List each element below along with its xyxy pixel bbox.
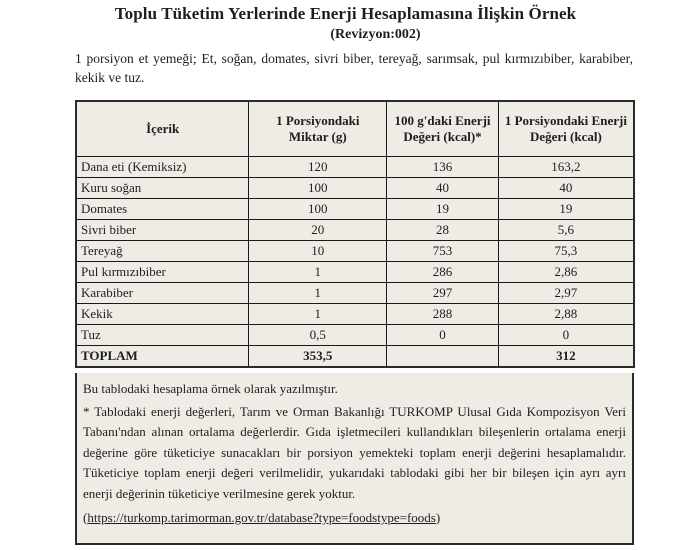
intro-paragraph: 1 porsiyon et yemeği; Et, soğan, domates, sivri biber, tereyağ, sarımsak, pul kırmızıbiber, karabiber, kekik ve tuz. (75, 51, 633, 85)
table-header-row (76, 101, 634, 157)
table-row (76, 262, 634, 283)
energy-per-portion: 40 (498, 178, 634, 199)
table-row (76, 304, 634, 325)
total-label: TOPLAM (76, 346, 249, 368)
table-row (76, 199, 634, 220)
table-row (76, 178, 634, 199)
ingredient-name: Kekik (76, 304, 249, 325)
energy-per-portion: 163,2 (498, 157, 634, 178)
portion-amount: 0,5 (249, 325, 387, 346)
energy-per-portion: 19 (498, 199, 634, 220)
energy-per-100g: 753 (387, 241, 499, 262)
total-amount: 353,5 (249, 346, 387, 368)
table-row (76, 325, 634, 346)
ingredient-name: Domates (76, 199, 249, 220)
portion-amount: 100 (249, 199, 387, 220)
portion-amount: 10 (249, 241, 387, 262)
header-100g-enerji: 100 g'daki Enerji Değeri (kcal)* (387, 101, 499, 157)
source-close-paren: ) (435, 510, 441, 525)
ingredient-name: Tereyağ (76, 241, 249, 262)
ingredient-name: Tuz (76, 325, 249, 346)
energy-per-portion: 5,6 (498, 220, 634, 241)
table-row (76, 241, 634, 262)
energy-per-portion: 0 (498, 325, 634, 346)
revision-label: (Revizyon:002) (330, 27, 421, 42)
notes-box (75, 373, 634, 545)
ingredient-name: Sivri biber (76, 220, 249, 241)
example-note: Bu tablodaki hesaplama örnek olarak yazılmıştır. (83, 381, 338, 396)
energy-per-portion: 2,88 (498, 304, 634, 325)
total-energy-per-100g (387, 346, 499, 368)
header-icerik: İçerik (76, 101, 249, 157)
ingredient-name: Dana eti (Kemiksiz) (76, 157, 249, 178)
ingredient-name: Pul kırmızıbiber (76, 262, 249, 283)
portion-amount: 1 (249, 262, 387, 283)
energy-per-100g: 136 (387, 157, 499, 178)
ingredient-name: Kuru soğan (76, 178, 249, 199)
portion-amount: 1 (249, 304, 387, 325)
energy-per-100g: 288 (387, 304, 499, 325)
energy-per-100g: 40 (387, 178, 499, 199)
header-miktar: 1 Porsiyondaki Miktar (g) (249, 101, 387, 157)
source-line (83, 508, 626, 529)
ingredient-name: Karabiber (76, 283, 249, 304)
total-row (76, 346, 634, 368)
energy-table (75, 100, 635, 368)
table-row (76, 283, 634, 304)
energy-per-100g: 286 (387, 262, 499, 283)
document-title: Toplu Tüketim Yerlerinde Enerji Hesaplamasına İlişkin Örnek (114, 4, 577, 23)
portion-amount: 100 (249, 178, 387, 199)
source-link[interactable]: https://turkomp.tarimorman.gov.tr/database?type=foodstype=foods (87, 510, 436, 525)
energy-per-100g: 0 (387, 325, 499, 346)
source-open-paren: ( (83, 510, 88, 525)
energy-per-portion: 2,97 (498, 283, 634, 304)
header-porsiyon-enerji: 1 Porsiyondaki Enerji Değeri (kcal) (498, 101, 634, 157)
table-row (76, 220, 634, 241)
table-row (76, 157, 634, 178)
footnote: * Tablodaki enerji değerleri, Tarım ve Orman Bakanlığı TURKOMP Ulusal Gıda Kompozisyon Veri Tabanı'ndan alınan ortalama değerlerdir. Gıda işletmecileri kullandıkları bileşenlerin ortalama enerji değerine göre tüketiciye sunacakları bir porsiyon yemekteki toplam enerji değerini hesaplamalıdır. Tüketiciye toplam enerji değeri verilmelidir, yukarıdaki tablodaki gibi her bir bileşen için ayrı ayrı enerji değerinin tüketiciye verilmesine gerek yoktur. (83, 403, 626, 501)
portion-amount: 120 (249, 157, 387, 178)
portion-amount: 20 (249, 220, 387, 241)
energy-per-100g: 297 (387, 283, 499, 304)
total-energy-per-portion: 312 (498, 346, 634, 368)
energy-per-portion: 75,3 (498, 241, 634, 262)
energy-per-100g: 19 (387, 199, 499, 220)
energy-per-100g: 28 (387, 220, 499, 241)
energy-per-portion: 2,86 (498, 262, 634, 283)
portion-amount: 1 (249, 283, 387, 304)
